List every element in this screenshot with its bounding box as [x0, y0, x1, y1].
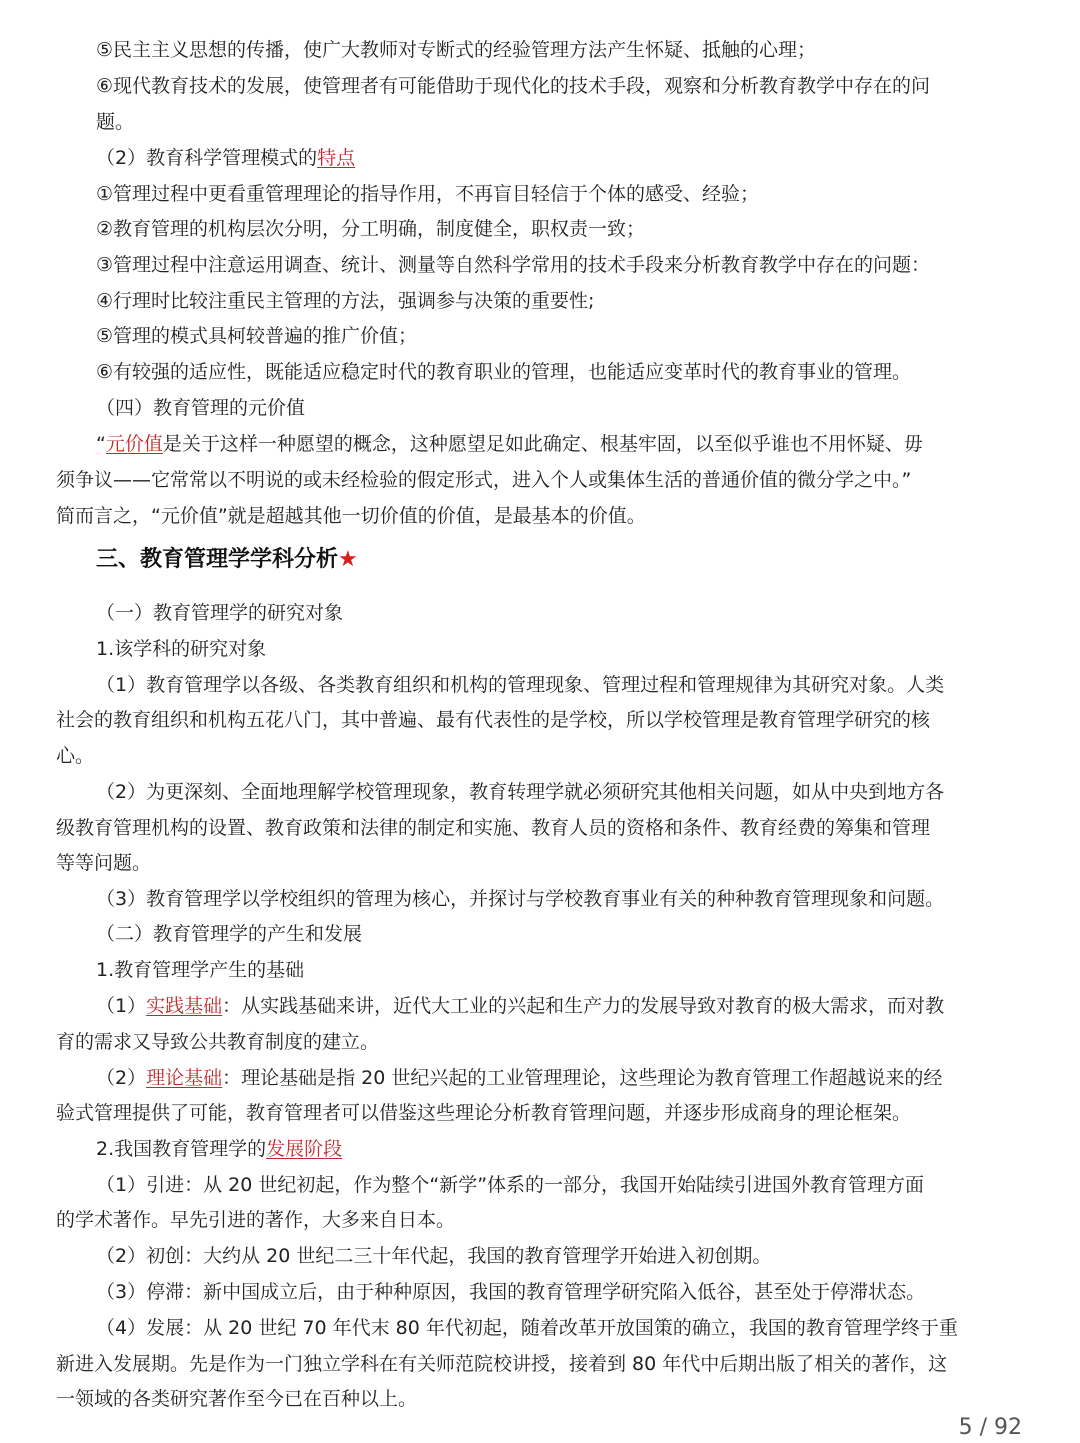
text-span: （2）教育科学管理模式的	[96, 147, 318, 169]
text-line: ⑥现代教育技术的发展，使管理者有可能借助于现代化的技术手段，观察和分析教育教学中存在的问	[96, 75, 931, 97]
text-line: 育的需求又导致公共教育制度的建立。	[56, 1031, 380, 1053]
text-line: ②教育管理的机构层次分明，分工明确，制度健全，职权责一致；	[96, 218, 646, 240]
text-line: 新进入发展期。先是作为一门独立学科在有关师范院校讲授，接着到 80 年代中后期出版了相关的著作，这	[56, 1353, 948, 1375]
heading-text: 三、教育管理学学科分析	[96, 547, 339, 572]
text-line: 简而言之，“元价值”就是超越其他一切价值的价值，是最基本的价值。	[56, 505, 646, 527]
text-line: 的学术著作。早先引进的著作，大多来自日本。	[56, 1209, 456, 1231]
text-span: 2.我国教育管理学的	[96, 1138, 267, 1160]
text-span: ：从实践基础来讲，近代大工业的兴起和生产力的发展导致对教育的极大需求，而对教	[222, 995, 945, 1017]
text-line: 验式管理提供了可能，教育管理者可以借鉴这些理论分析教育管理问题，并逐步形成商身的理论框架。	[56, 1102, 912, 1124]
text-line: （2）初创：大约从 20 世纪二三十年代起，我国的教育管理学开始进入初创期。	[96, 1245, 772, 1267]
text-line: （1）引进：从 20 世纪初起，作为整个“新学”体系的一部分，我国开始陆续引进国外教育管理方面	[96, 1174, 925, 1196]
text-line: 一领域的各类研究著作至今已在百种以上。	[56, 1388, 418, 1410]
text-line: 级教育管理机构的设置、教育政策和法律的制定和实施、教育人员的资格和条件、教育经费的筹集和管理	[56, 817, 931, 839]
text-line: ⑤管理的模式具柯较普遍的推广价值；	[96, 325, 418, 347]
text-line: （二）教育管理学的产生和发展	[96, 923, 363, 945]
text-line: 等等问题。	[56, 852, 152, 874]
text-line	[96, 1060, 1024, 1096]
text-line: （1）教育管理学以各级、各类教育组织和机构的管理现象、管理过程和管理规律为其研究对象。人类	[96, 674, 945, 696]
highlight-term: 理论基础	[146, 1067, 223, 1089]
text-line: 心。	[56, 745, 95, 767]
text-line: 1.教育管理学产生的基础	[96, 959, 305, 981]
text-line: ⑤民主主义思想的传播，使广大教师对专断式的经验管理方法产生怀疑、抵触的心理；	[96, 39, 817, 61]
text-span: （1）	[96, 995, 147, 1017]
text-span: “	[96, 433, 106, 455]
text-span: （2）	[96, 1067, 147, 1089]
text-line: 须争议——它常常以不明说的或未经检验的假定形式，进入个人或集体生活的普通价值的微分学之中。”	[56, 469, 912, 491]
highlight-term: 发展阶段	[266, 1138, 343, 1160]
highlight-term: 元价值	[105, 433, 163, 455]
page-number: 5 / 92	[958, 1415, 1022, 1440]
text-span: ：理论基础是指 20 世纪兴起的工业管理理论，这些理论为教育管理工作超越说来的经	[222, 1067, 943, 1089]
text-line: 社会的教育组织和机构五花八门，其中普遍、最有代表性的是学校，所以学校管理是教育管理学研究的核	[56, 709, 931, 731]
text-line	[96, 426, 1024, 462]
text-line: （四）教育管理的元价值	[96, 397, 306, 419]
text-line: ⑥有较强的适应性，既能适应稳定时代的教育职业的管理，也能适应变革时代的教育事业的管理。	[96, 361, 912, 383]
text-line: ①管理过程中更看重管理理论的指导作用，不再盲目轻信于个体的感受、经验；	[96, 183, 760, 205]
section-heading	[96, 540, 358, 580]
text-line: （一）教育管理学的研究对象	[96, 602, 344, 624]
text-line: （3）教育管理学以学校组织的管理为核心，并探讨与学校教育事业有关的种种教育管理现象和问题。	[96, 888, 945, 910]
text-line	[96, 988, 1024, 1024]
text-line: 题。	[96, 111, 135, 133]
star-icon: ★	[338, 547, 358, 572]
text-line: （2）为更深刻、全面地理解学校管理现象，教育转理学就必须研究其他相关问题，如从中央到地方各	[96, 781, 945, 803]
text-line: （4）发展：从 20 世纪 70 年代末 80 年代初起，随着改革开放国策的确立，我国的教育管理学终于重	[96, 1317, 958, 1339]
text-line: ③管理过程中注意运用调查、统计、测量等自然科学常用的技术手段来分析教育教学中存在的问题：	[96, 254, 931, 276]
text-line	[96, 1131, 1024, 1167]
text-span: 是关于这样一种愿望的概念，这种愿望足如此确定、根基牢固，以至似乎谁也不用怀疑、毋	[162, 433, 923, 455]
highlight-term: 实践基础	[146, 995, 223, 1017]
highlight-term: 特点	[317, 147, 356, 169]
text-line: 1.该学科的研究对象	[96, 638, 267, 660]
text-line	[96, 140, 1024, 176]
text-line: ④行理时比较注重民主管理的方法，强调参与决策的重要性;	[96, 290, 595, 312]
text-line: （3）停滞：新中国成立后，由于种种原因，我国的教育管理学研究陷入低谷，甚至处于停滞状态。	[96, 1281, 926, 1303]
